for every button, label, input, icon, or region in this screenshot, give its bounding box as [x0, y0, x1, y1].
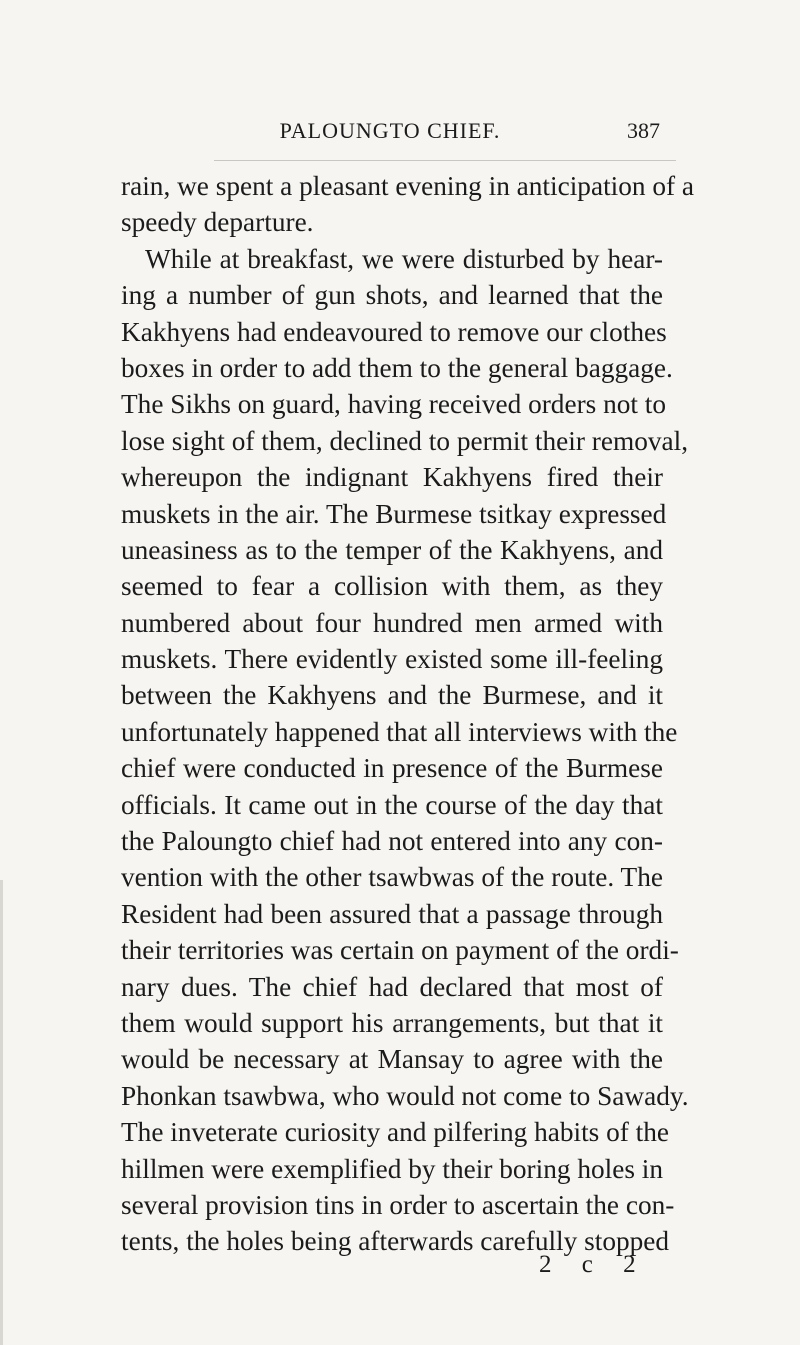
text-line: uneasiness as to the temper of the Kakhyens, and	[121, 534, 663, 565]
text-line: rain, we spent a pleasant evening in anticipation of a	[121, 171, 695, 201]
text-line: lose sight of them, declined to permit their removal,	[121, 425, 689, 456]
text-line: boxes in order to add them to the general baggage.	[121, 352, 673, 383]
text-line: muskets. There evidently existed some ill-feeling	[121, 644, 663, 675]
text-line: unfortunately happened that all interviews with the	[121, 716, 678, 747]
text-line: The Sikhs on guard, having received orders not to	[121, 389, 667, 420]
text-line: them would support his arrangements, but that it	[121, 1007, 663, 1038]
text-line: muskets in the air. The Burmese tsitkay expressed	[121, 498, 667, 529]
text-line: chief were conducted in presence of the Burmese	[121, 753, 663, 784]
page-header	[120, 118, 660, 148]
header-rule	[214, 160, 676, 161]
text-line: would be necessary at Mansay to agree with the	[121, 1044, 663, 1075]
body-text	[121, 168, 695, 1260]
text-line: speedy departure.	[121, 207, 314, 238]
text-line: vention with the other tsawbwas of the route. The	[121, 862, 663, 893]
running-head: PALOUNGTO CHIEF.	[279, 118, 501, 143]
text-line: their territories was certain on payment of the ordi-	[121, 935, 679, 966]
text-line: The inveterate curiosity and pilfering habits of the	[121, 1117, 670, 1148]
text-line: the Paloungto chief had not entered into any con-	[121, 826, 663, 857]
text-line: seemed to fear a collision with them, as they	[121, 571, 663, 602]
page-number: 387	[627, 118, 660, 143]
text-line: several provision tins in order to ascertain the con-	[121, 1189, 675, 1220]
text-line: ing a number of gun shots, and learned that the	[121, 280, 663, 311]
text-line: While at breakfast, we were disturbed by hear-	[145, 243, 663, 274]
text-line: hillmen were exemplified by their boring holes in	[121, 1153, 664, 1184]
page-edge-shadow	[0, 880, 3, 1345]
text-line: Resident had been assured that a passage through	[121, 898, 663, 929]
text-line: numbered about four hundred men armed with	[121, 607, 663, 638]
text-line: nary dues. The chief had declared that most of	[121, 971, 663, 1002]
text-line: tents, the holes being afterwards carefully stopped	[121, 1226, 670, 1257]
text-line: between the Kakhyens and the Burmese, and it	[121, 680, 663, 711]
text-line: Kakhyens had endeavoured to remove our clothes	[121, 316, 667, 347]
text-line: whereupon the indignant Kakhyens fired their	[121, 462, 663, 493]
text-line: Phonkan tsawbwa, who would not come to Sawady.	[121, 1080, 689, 1111]
text-line: officials. It came out in the course of the day that	[121, 789, 663, 820]
printer-signature: 2 c 2	[539, 1251, 648, 1278]
